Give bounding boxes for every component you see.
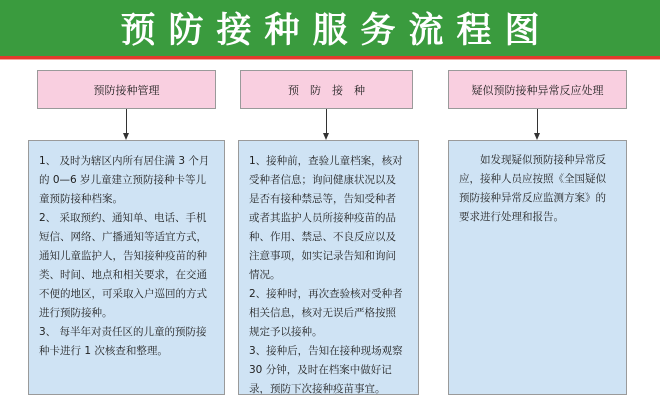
content-box-adverse-reaction (448, 140, 627, 395)
list-item: 2、 采取预约、通知单、电话、手机短信、网络、广播通知等适宜方式，通知儿童监护人，告知接种疫苗的种类、时间、地点和相关要求，在交通不便的地区，可采取入户巡回的方式进行预防接种。 (39, 212, 207, 319)
heading-box-adverse-reaction (448, 70, 627, 109)
list-item: 3、接种后，告知在接种现场观察 30 分钟，及时在档案中做好记录，预防下次接种疫苗事宜。 (249, 345, 403, 395)
connector-management (126, 109, 127, 133)
heading-box-vaccination (240, 70, 413, 109)
list-item: 如发现疑似预防接种异常反应，接种人员应按照《全国疑似预防接种异常反应监测方案》的要求进行处理和报告。 (459, 154, 606, 223)
arrow-down-icon (323, 133, 329, 140)
title-banner (0, 0, 660, 56)
page-title: 预防接种服务流程图 (120, 11, 553, 51)
connector-vaccination (326, 109, 327, 133)
content-box-vaccination (238, 140, 419, 395)
arrow-down-icon (534, 133, 540, 140)
heading-label-vaccination: 预 防 接 种 (288, 83, 365, 97)
heading-label-adverse-reaction: 疑似预防接种异常反应处理 (471, 83, 604, 97)
list-item: 3、 每半年对责任区的儿童的预防接种卡进行 1 次核查和整理。 (39, 326, 207, 357)
banner-divider-light (0, 59, 660, 60)
heading-label-management: 预防接种管理 (93, 83, 160, 97)
heading-box-management (37, 70, 216, 109)
list-item: 2、接种时，再次查验核对受种者相关信息，核对无误后严格按照规定予以接种。 (249, 288, 403, 338)
list-item: 1、 及时为辖区内所有居住满 3 个月的 0—6 岁儿童建立预防接种卡等儿童预防接种档案。 (39, 155, 210, 205)
list-item: 1、接种前，查验儿童档案，核对受种者信息；询问健康状况以及是否有接种禁忌等，告知受种者或者其监护人员所接种疫苗的品种、作用、禁忌、不良反应以及注意事项，如实记录告知和询问情况。 (249, 155, 403, 281)
connector-adverse-reaction (537, 109, 538, 133)
content-box-management (28, 140, 225, 395)
arrow-down-icon (123, 133, 129, 140)
